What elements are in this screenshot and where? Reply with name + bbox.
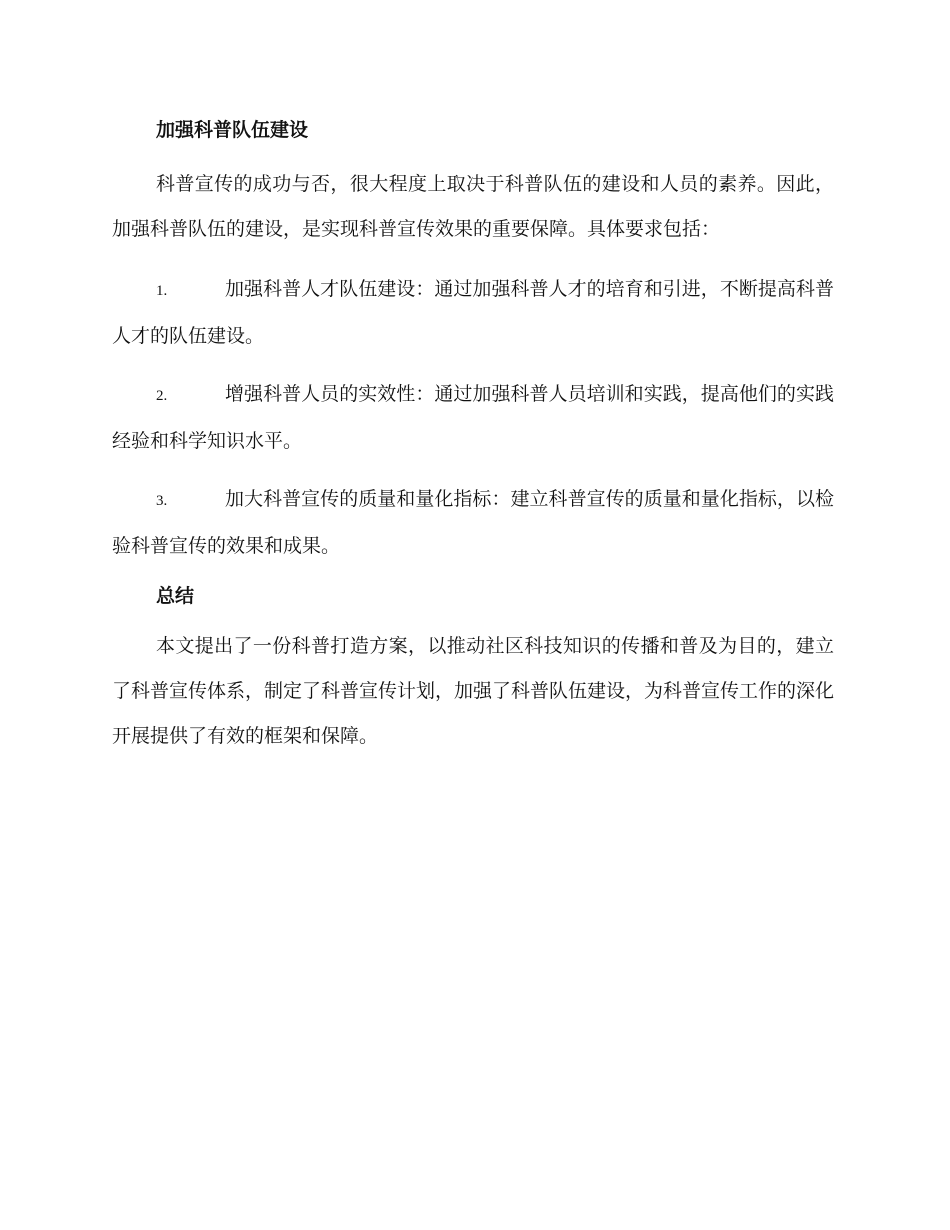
list-item-number: 3. <box>156 493 168 509</box>
list-item-text: 加强科普人才队伍建设：通过加强科普人才的培育和引进，不断提高科普人才的队伍建设。 <box>112 278 834 347</box>
list-item-text: 加大科普宣传的质量和量化指标：建立科普宣传的质量和量化指标，以检验科普宣传的效果和成果。 <box>112 488 834 557</box>
list-item <box>112 477 834 569</box>
section-heading-summary: 总结 <box>156 585 195 607</box>
list-item <box>112 372 834 464</box>
list-item <box>112 267 834 359</box>
document-page <box>112 110 834 759</box>
requirements-list <box>112 267 834 569</box>
list-item-number: 1. <box>156 283 168 299</box>
list-item-text: 增强科普人员的实效性：通过加强科普人员培训和实践，提高他们的实践经验和科学知识水平。 <box>112 383 834 452</box>
summary-paragraph: 本文提出了一份科普打造方案，以推动社区科技知识的传播和普及为目的，建立了科普宣传体系，制定了科普宣传计划，加强了科普队伍建设，为科普宣传工作的深化开展提供了有效的框架和保障。 <box>112 635 835 747</box>
section-intro-paragraph: 科普宣传的成功与否，很大程度上取决于科普队伍的建设和人员的素养。因此，加强科普队伍的建设，是实现科普宣传效果的重要保障。具体要求包括： <box>112 173 834 240</box>
section-heading-team-building: 加强科普队伍建设 <box>156 119 309 141</box>
list-item-number: 2. <box>156 388 168 404</box>
